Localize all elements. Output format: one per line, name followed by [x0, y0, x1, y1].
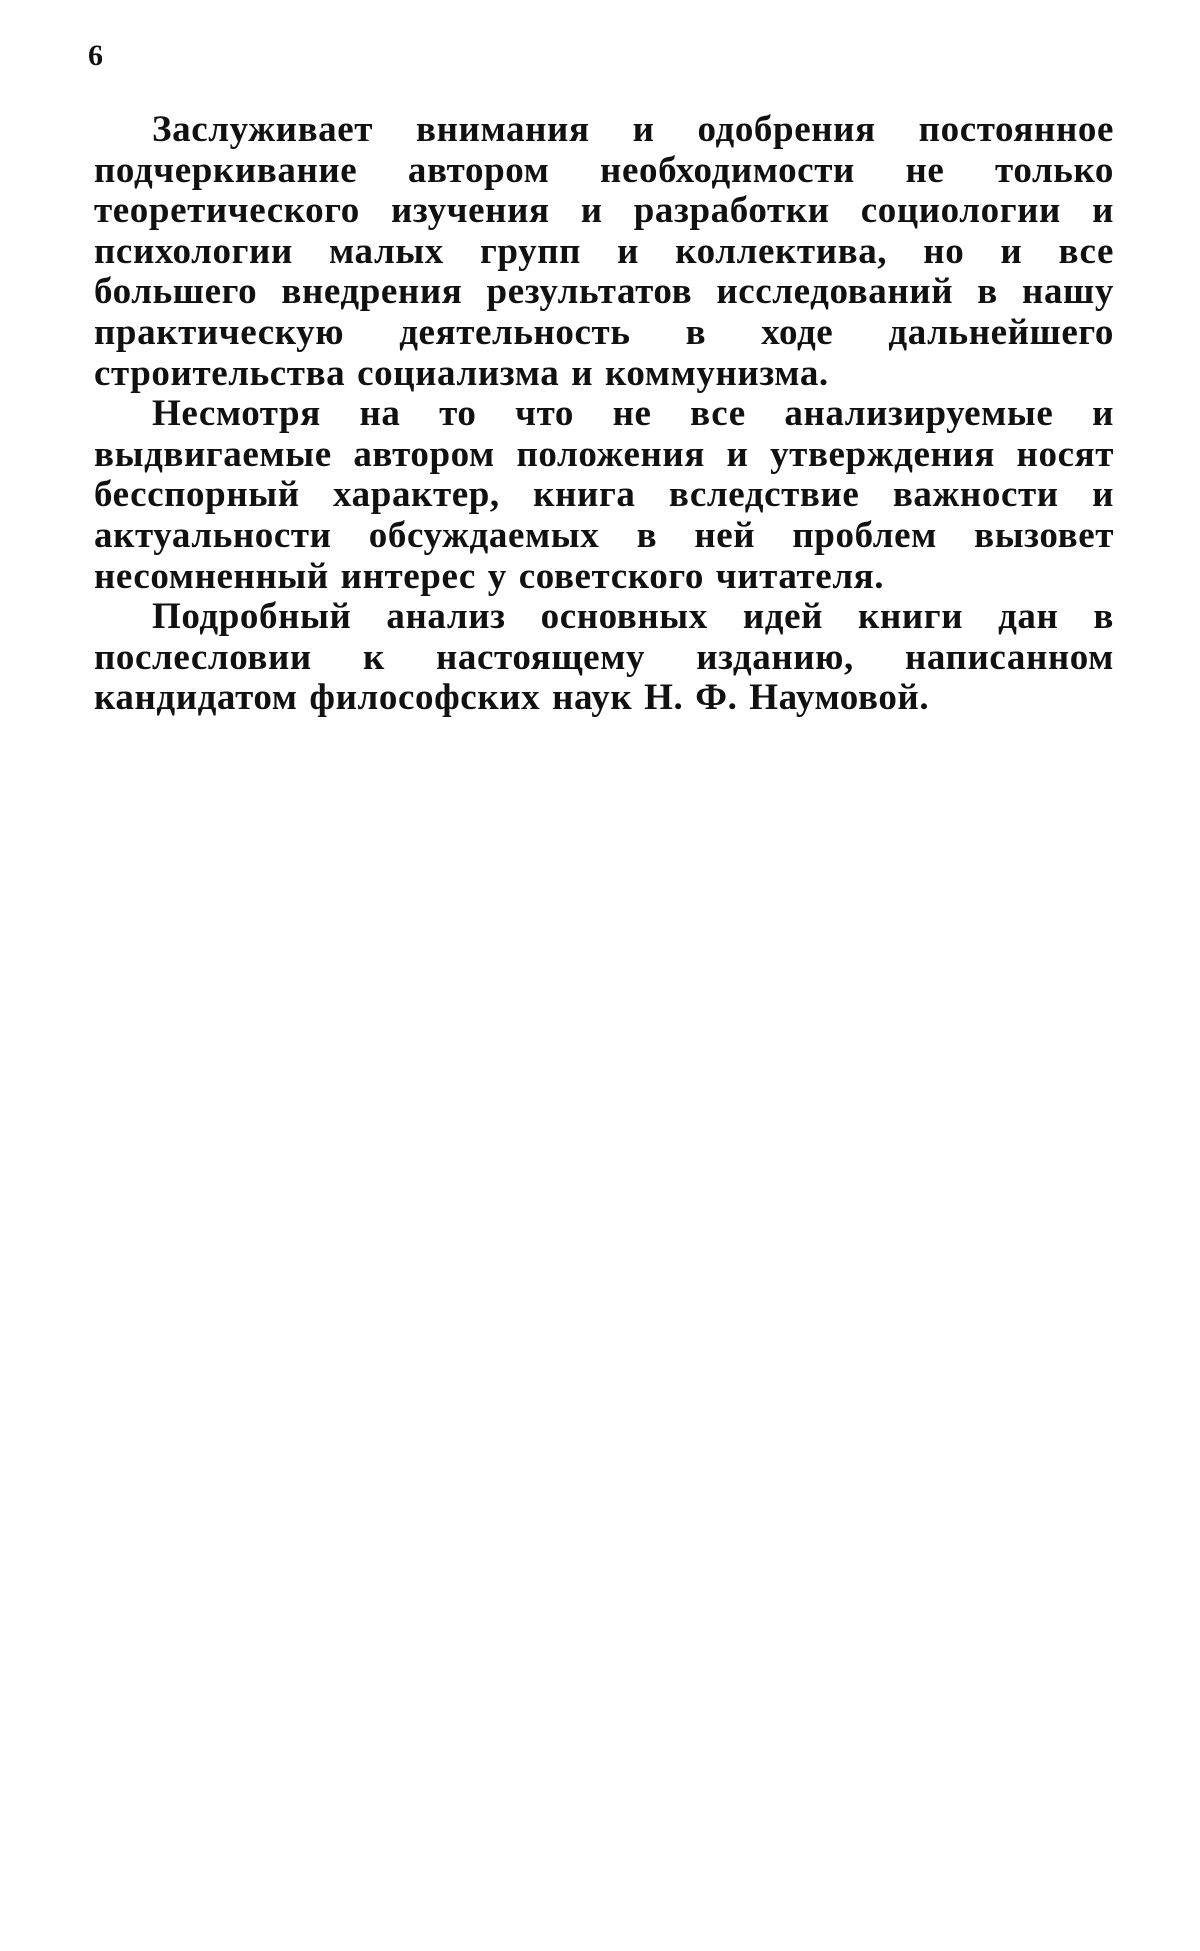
paragraph-3: Подробный анализ основных идей книги дан в послесловии к настоящему изданию, написанном кандидатом философских наук Н. Ф. Наумовой.	[94, 596, 1114, 719]
page-number: 6	[88, 39, 103, 72]
paragraph-1: Заслуживает внимания и одобрения постоянное подчеркивание автором необходимости не только теоретического изучения и разработки социологии и психологии малых групп и коллектива, но и все большего внедрения результатов исследований в нашу практическую деятельность в ходе дальнейшего строительства социализма и коммунизма.	[94, 109, 1114, 394]
paragraph-2: Несмотря на то что не все анализируемые и выдвигаемые автором положения и утверждения носят бесспорный характер, книга вследствие важности и актуальности обсуждаемых в ней проблем вызовет несомненный интерес у советского читателя.	[94, 393, 1114, 597]
body-text	[94, 110, 1114, 719]
